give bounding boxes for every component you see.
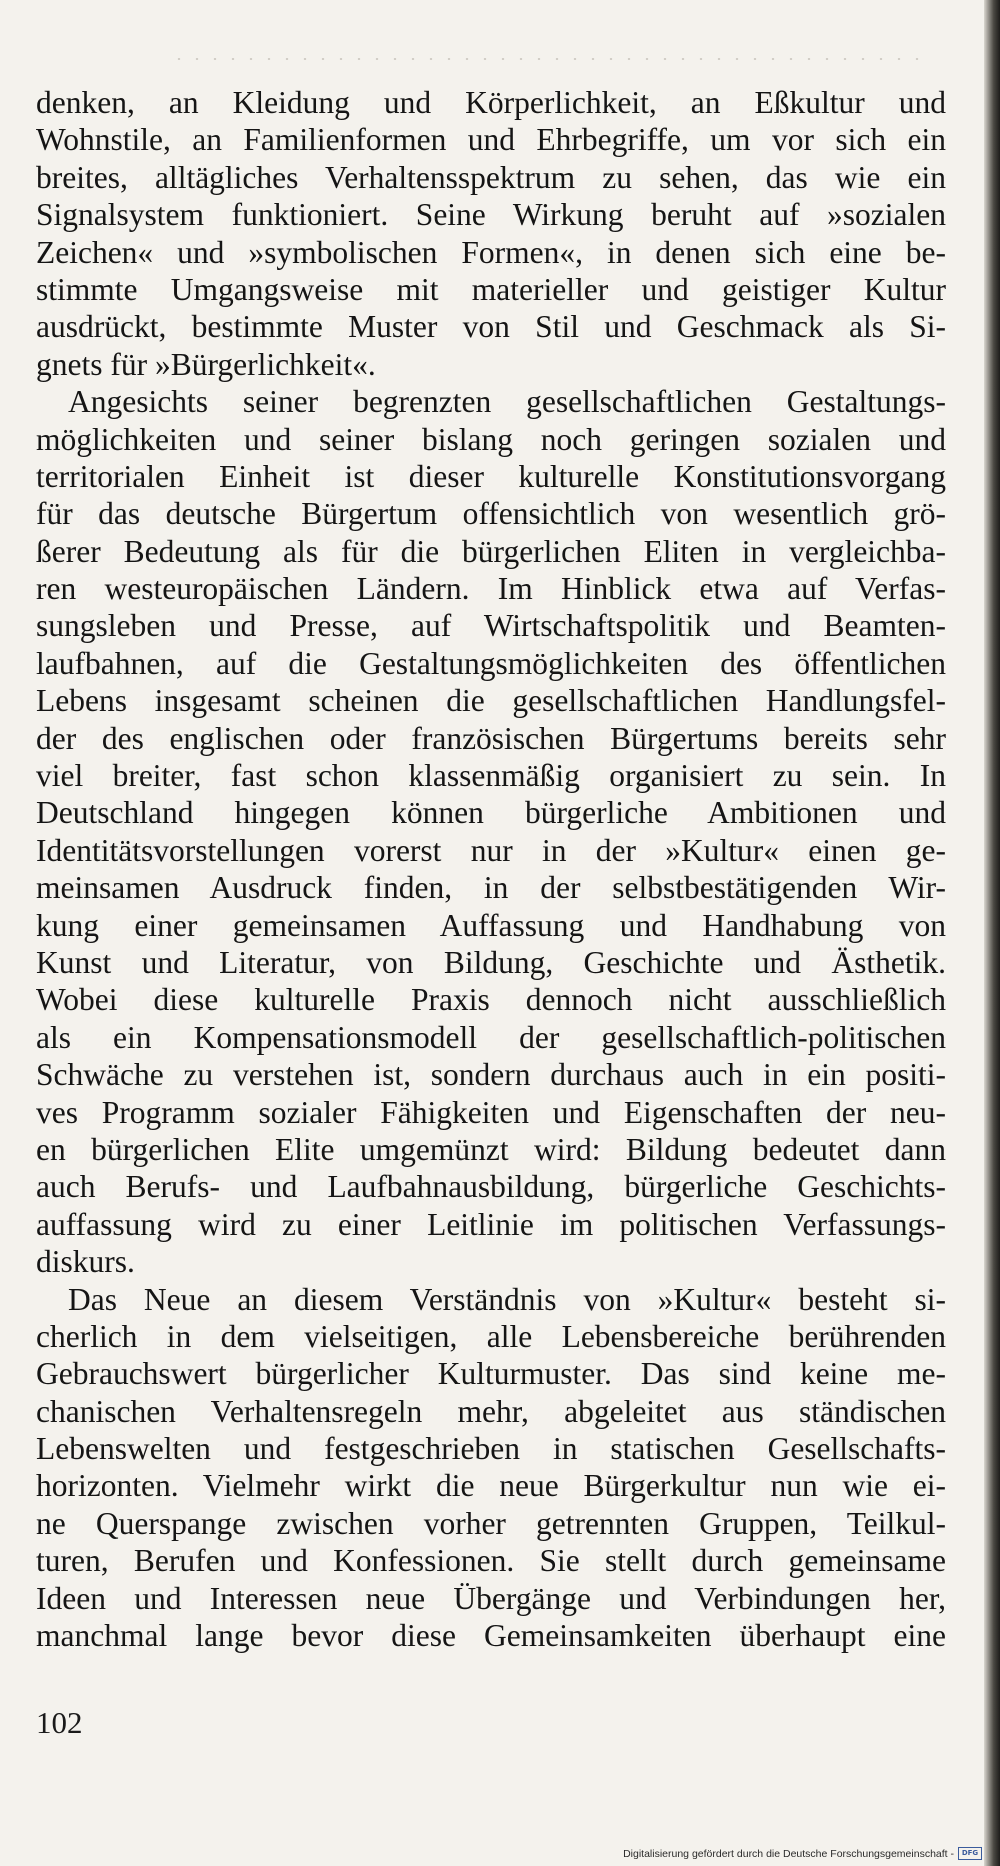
text-line: der des englischen oder französischen Bürgertums bereits sehr bbox=[36, 720, 946, 756]
text-line: stimmte Umgangsweise mit materieller und geistiger Kultur bbox=[36, 271, 946, 307]
text-line: auch Berufs- und Laufbahnausbildung, bürgerliche Geschichts- bbox=[36, 1169, 946, 1205]
text-line: cherlich in dem vielseitigen, alle Lebensbereiche berührenden bbox=[36, 1318, 946, 1354]
text-line: denken, an Kleidung und Körperlichkeit, an Eßkultur und bbox=[36, 85, 946, 120]
text-line: turen, Berufen und Konfessionen. Sie stellt durch gemeinsame bbox=[36, 1543, 946, 1579]
text-line: Das Neue an diesem Verständnis von »Kultur« besteht si- bbox=[68, 1281, 946, 1317]
digitization-credit bbox=[623, 1847, 982, 1860]
credit-text: Digitalisierung gefördert durch die Deutsche Forschungsgemeinschaft - bbox=[623, 1847, 954, 1860]
text-line: manchmal lange bevor diese Gemeinsamkeiten überhaupt eine bbox=[36, 1618, 946, 1654]
text-line: ßerer Bedeutung als für die bürgerlichen Eliten in vergleichba- bbox=[36, 533, 946, 569]
text-line: als ein Kompensationsmodell der gesellschaftlich-politischen bbox=[36, 1019, 946, 1055]
text-line: diskurs. bbox=[36, 1244, 135, 1280]
text-line: kung einer gemeinsamen Auffassung und Handhabung von bbox=[36, 907, 946, 943]
text-line: Signalsystem funktioniert. Seine Wirkung beruht auf »sozialen bbox=[36, 197, 946, 233]
text-line: ausdrückt, bestimmte Muster von Stil und Geschmack als Si- bbox=[36, 309, 946, 345]
text-line: für das deutsche Bürgertum offensichtlich von wesentlich grö- bbox=[36, 496, 946, 532]
text-line: sungsleben und Presse, auf Wirtschaftspolitik und Beamten- bbox=[36, 608, 946, 644]
text-line: territorialen Einheit ist dieser kulturelle Konstitutionsvorgang bbox=[36, 458, 946, 494]
text-line: breites, alltägliches Verhaltensspektrum zu sehen, das wie ein bbox=[36, 159, 946, 195]
dfg-logo-icon: DFG bbox=[958, 1847, 982, 1860]
text-line: gnets für »Bürgerlichkeit«. bbox=[36, 346, 376, 382]
text-line: Kunst und Literatur, von Bildung, Geschichte und Ästhetik. bbox=[36, 944, 946, 980]
text-line: auffassung wird zu einer Leitlinie im politischen Verfassungs- bbox=[36, 1206, 946, 1242]
page-number: 102 bbox=[36, 1705, 83, 1740]
text-line: Zeichen« und »symbolischen Formen«, in denen sich eine be- bbox=[36, 234, 946, 270]
page-edge-shadow bbox=[984, 0, 1000, 1866]
text-line: laufbahnen, auf die Gestaltungsmöglichkeiten des öffentlichen bbox=[36, 645, 946, 681]
body-text bbox=[36, 84, 946, 1654]
text-line: chanischen Verhaltensregeln mehr, abgeleitet aus ständischen bbox=[36, 1393, 946, 1429]
text-line: Angesichts seiner begrenzten gesellschaftlichen Gestaltungs- bbox=[68, 384, 946, 420]
text-line: ne Querspange zwischen vorher getrennten Gruppen, Teilkul- bbox=[36, 1505, 946, 1541]
text-line: Lebens insgesamt scheinen die gesellschaftlichen Handlungsfel- bbox=[36, 683, 946, 719]
text-line: Gebrauchswert bürgerlicher Kulturmuster. Das sind keine me- bbox=[36, 1356, 946, 1392]
text-line: Deutschland hingegen können bürgerliche Ambitionen und bbox=[36, 795, 946, 831]
text-line: ren westeuropäischen Ländern. Im Hinblick etwa auf Verfas- bbox=[36, 571, 946, 607]
text-line: Ideen und Interessen neue Übergänge und Verbindungen her, bbox=[36, 1580, 946, 1616]
text-line: Wohnstile, an Familienformen und Ehrbegriffe, um vor sich ein bbox=[36, 122, 946, 158]
text-line: viel breiter, fast schon klassenmäßig organisiert zu sein. In bbox=[36, 758, 946, 794]
text-line: horizonten. Vielmehr wirkt die neue Bürgerkultur nun wie ei- bbox=[36, 1468, 946, 1504]
text-line: Identitätsvorstellungen vorerst nur in der »Kultur« einen ge- bbox=[36, 832, 946, 868]
text-line: Lebenswelten und festgeschrieben in statischen Gesellschafts- bbox=[36, 1431, 946, 1467]
text-line: meinsamen Ausdruck finden, in der selbstbestätigenden Wir- bbox=[36, 870, 946, 906]
text-line: Schwäche zu verstehen ist, sondern durchaus auch in ein positi- bbox=[36, 1057, 946, 1093]
text-line: möglichkeiten und seiner bislang noch geringen sozialen und bbox=[36, 421, 946, 457]
text-line: en bürgerlichen Elite umgemünzt wird: Bildung bedeutet dann bbox=[36, 1131, 946, 1167]
text-line: Wobei diese kulturelle Praxis dennoch nicht ausschließlich bbox=[36, 982, 946, 1018]
bleed-through-marks bbox=[170, 58, 930, 60]
text-line: ves Programm sozialer Fähigkeiten und Eigenschaften der neu- bbox=[36, 1094, 946, 1130]
